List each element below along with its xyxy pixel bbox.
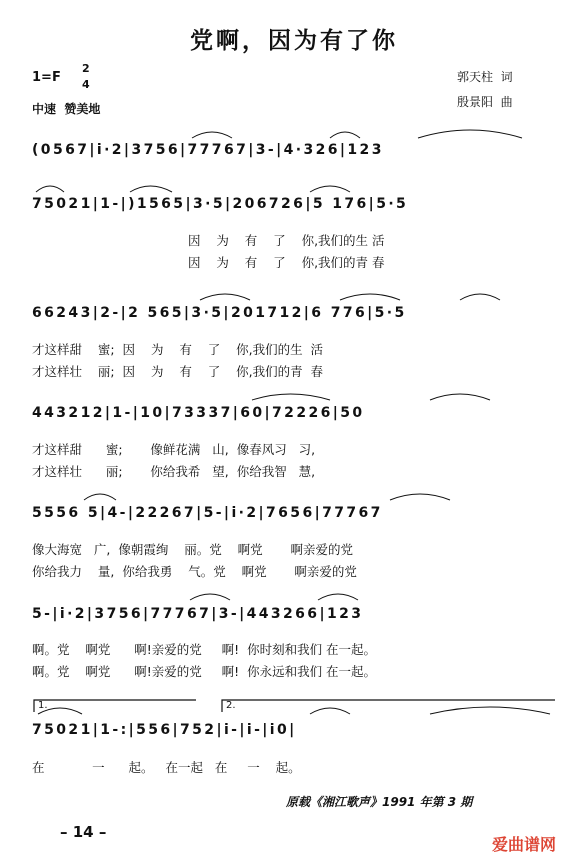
- notation-line-7: 75021|1-:|556|752|i-|i-|i0|: [32, 722, 297, 738]
- notation-line-6: 5-|i·2|3756|77767|3-|443266|123: [32, 606, 364, 622]
- lyric-line-2b: 因 为 有 了 你,我们的青 春: [188, 255, 385, 270]
- notation-line-1: (0567|i·2|3756|77767|3-|4·326|123: [32, 142, 384, 158]
- first-ending-mark: 1.: [38, 700, 48, 711]
- tempo-marking: 中速 赞美地: [32, 102, 101, 116]
- lyric-line-2a: 因 为 有 了 你,我们的生 活: [188, 233, 385, 248]
- key-signature: 1=F: [32, 70, 61, 85]
- lyric-line-6a: 啊。党 啊党 啊!亲爱的党 啊! 你时刻和我们 在一起。: [32, 642, 377, 657]
- notation-line-3: 66243|2-|2 565|3·5|201712|6 776|5·5: [32, 305, 407, 321]
- lyric-line-3b: 才这样壮 丽; 因 为 有 了 你,我们的青 春: [32, 364, 324, 379]
- lyric-line-4b: 才这样壮 丽; 你给我希 望, 你给我智 慧,: [32, 464, 316, 479]
- page-number: – 14 –: [60, 823, 107, 841]
- composer-credit: 殷景阳 曲: [457, 95, 513, 109]
- notation-line-2: 75021|1-|)1565|3·5|206726|5 176|5·5: [32, 196, 409, 212]
- lyric-line-3a: 才这样甜 蜜; 因 为 有 了 你,我们的生 活: [32, 342, 324, 357]
- page-title: 党啊，因为有了你: [190, 28, 398, 54]
- lyric-line-6b: 啊。党 啊党 啊!亲爱的党 啊! 你永远和我们 在一起。: [32, 664, 377, 679]
- watermark-text: 爱曲谱网: [492, 835, 557, 854]
- lyric-line-5a: 像大海宽 广, 像朝霞绚 丽。党 啊党 啊亲爱的党: [32, 542, 353, 557]
- lyricist-credit: 郭天柱 词: [457, 70, 513, 84]
- notation-line-4: 443212|1-|10|73337|60|72226|50: [32, 405, 365, 421]
- source-note: 原载《湘江歌声》1991 年第 3 期: [286, 795, 473, 809]
- second-ending-mark: 2.: [226, 700, 236, 711]
- time-signature-bottom: 4: [82, 78, 90, 91]
- lyric-line-4a: 才这样甜 蜜; 像鲜花满 山, 像春风习 习,: [32, 442, 316, 457]
- lyric-line-5b: 你给我力 量, 你给我勇 气。党 啊党 啊亲爱的党: [32, 564, 357, 579]
- time-signature-top: 2: [82, 62, 90, 75]
- notation-line-5: 5556 5|4-|22267|5-|i·2|7656|77767: [32, 505, 383, 521]
- lyric-line-7: 在 一 起。 在一起 在 一 起。: [32, 760, 301, 775]
